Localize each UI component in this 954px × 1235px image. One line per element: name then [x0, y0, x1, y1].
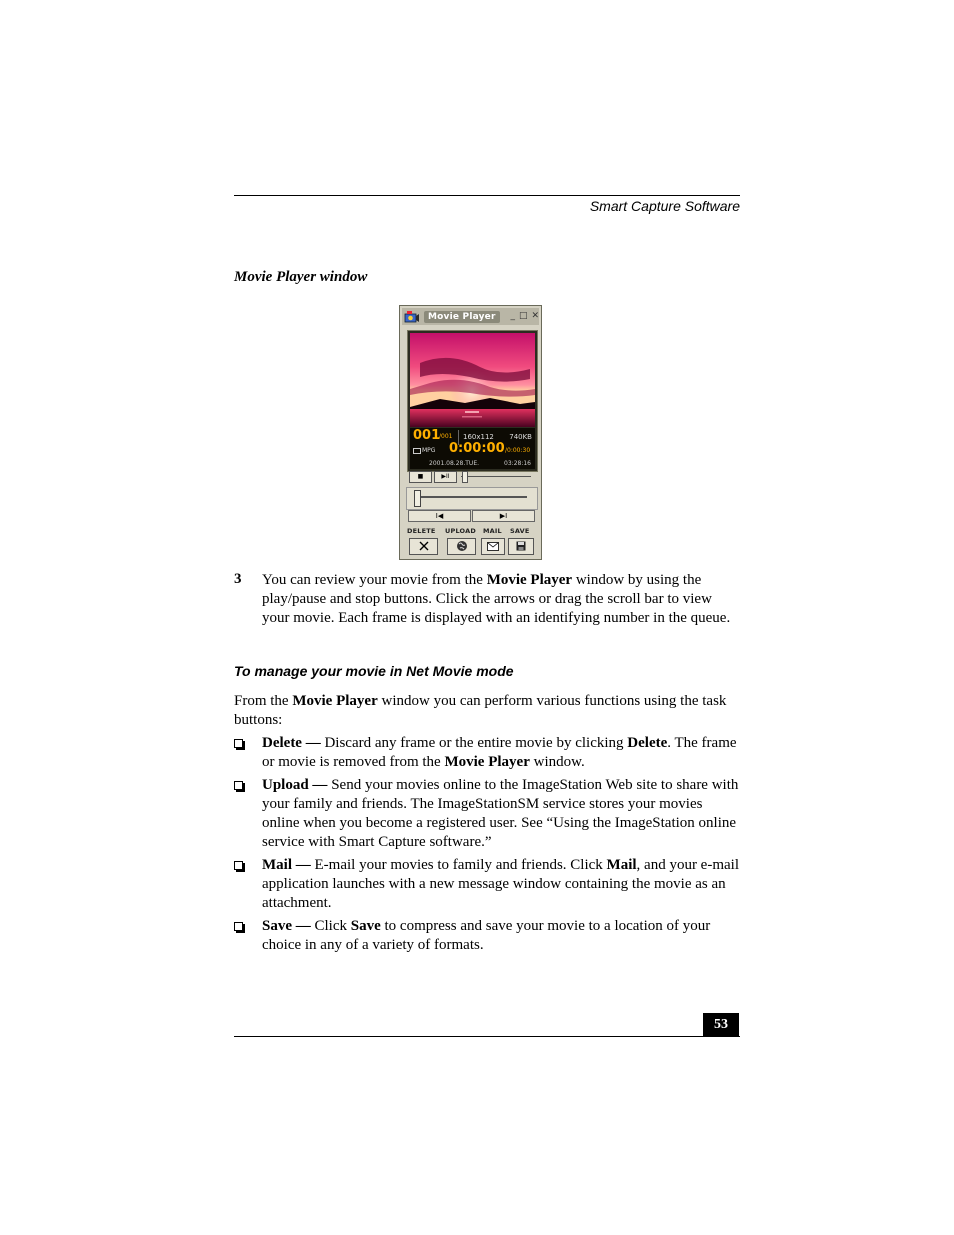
checkbox-bullet-icon	[234, 781, 243, 790]
camera-app-icon	[404, 310, 420, 324]
playback-controls	[409, 471, 534, 483]
frame-dimensions: 160x112	[463, 433, 494, 441]
title-bar[interactable]	[402, 308, 539, 325]
movie-player-window	[399, 305, 542, 560]
envelope-icon	[413, 448, 421, 454]
volume-track	[461, 476, 531, 477]
current-time: 0:00:00	[449, 441, 505, 456]
save-bold: Save	[350, 918, 381, 934]
checkbox-bullet-icon	[234, 739, 243, 748]
sunset-preview-image	[410, 333, 535, 427]
info-display	[410, 428, 535, 469]
section-heading: To manage your movie in Net Movie mode	[234, 663, 514, 679]
maximize-button[interactable]: □	[518, 311, 528, 321]
x-icon	[419, 541, 429, 551]
frame-number: 001	[413, 428, 441, 443]
save-text-2: to compress and save your movie to a location of your choice in any of a variety of formats.	[262, 918, 711, 953]
recording-clock: 03:28:16	[504, 460, 531, 467]
mail-text-2: , and your e-mail application launches with a new message window containing the movie as an attachment.	[262, 857, 739, 911]
step-3-bold: Movie Player	[486, 572, 573, 588]
page-number: 53	[703, 1013, 739, 1036]
frame-total: /001	[439, 433, 453, 440]
mail-label: MAIL	[483, 527, 502, 535]
scroll-thumb[interactable]	[414, 490, 421, 507]
recording-date: 2001.08.28.TUE.	[429, 460, 480, 467]
upload-button[interactable]	[447, 538, 476, 555]
save-term: Save —	[262, 918, 311, 934]
save-bullet	[262, 917, 740, 955]
checkbox-bullet-icon	[234, 922, 243, 931]
running-header: Smart Capture Software	[589, 198, 740, 214]
video-screen	[407, 330, 538, 472]
intro-text-cont: window you can perform various functions using the task buttons:	[234, 693, 727, 728]
frame-scroll-bar[interactable]	[406, 487, 538, 510]
intro-paragraph	[234, 692, 740, 730]
mail-term: Mail —	[262, 857, 311, 873]
upload-bullet	[262, 776, 740, 852]
total-duration: /0:00:30	[505, 447, 531, 454]
upload-label: UPLOAD	[445, 527, 476, 535]
delete-term: Delete —	[262, 735, 321, 751]
figure-caption: Movie Player window	[234, 269, 368, 285]
minimize-button[interactable]: _	[510, 311, 515, 321]
delete-label: DELETE	[407, 527, 436, 535]
mail-text: E-mail your movies to family and friends. Click	[310, 857, 607, 873]
delete-text-3: window.	[529, 754, 585, 770]
scroll-track	[417, 496, 527, 498]
checkbox-bullet-icon	[234, 861, 243, 870]
intro-bold: Movie Player	[292, 693, 378, 709]
envelope-icon	[487, 542, 499, 551]
mail-bullet	[262, 856, 740, 913]
upload-term: Upload —	[262, 777, 328, 793]
upload-text: Send your movies online to the ImageStation Web site to share with your family and friends. The ImageStationSM service stores your movies online when you become a registered user. See “Using the ImageStation online service with Smart Capture software.”	[262, 777, 739, 850]
close-button[interactable]: ✕	[531, 311, 539, 321]
next-frame-button[interactable]: ▶I	[472, 510, 535, 522]
delete-bold-2: Movie Player	[444, 754, 530, 770]
globe-icon	[456, 540, 468, 552]
delete-text: Discard any frame or the entire movie by clicking	[320, 735, 628, 751]
save-button[interactable]	[508, 538, 534, 555]
step-3-text-cont: window by using the play/pause and stop buttons. Click the arrows or drag the scroll bar to view your movie. Each frame is displayed with an identifying number in the queue.	[262, 572, 731, 626]
save-label: SAVE	[510, 527, 530, 535]
previous-frame-button[interactable]: I◀	[408, 510, 471, 522]
play-pause-button[interactable]: ▶II	[434, 471, 457, 483]
file-format: MPG	[422, 447, 436, 454]
step-3-text: You can review your movie from the	[262, 572, 487, 588]
delete-bullet	[262, 734, 740, 772]
delete-button[interactable]	[409, 538, 438, 555]
intro-text: From the	[234, 693, 293, 709]
stop-button[interactable]: ■	[409, 471, 432, 483]
volume-slider-handle[interactable]	[462, 471, 468, 483]
step-number: 3	[234, 571, 242, 587]
footer-rule	[234, 1036, 740, 1037]
header-rule	[234, 195, 740, 196]
step-3-paragraph	[262, 571, 740, 628]
file-size: 740KB	[509, 433, 532, 441]
mail-button[interactable]	[481, 538, 505, 555]
delete-text-2: . The frame or movie is removed from the	[262, 735, 737, 770]
floppy-disk-icon	[516, 541, 526, 551]
save-text: Click	[310, 918, 351, 934]
mail-bold: Mail	[606, 857, 637, 873]
delete-bold: Delete	[627, 735, 668, 751]
window-title: Movie Player	[424, 311, 500, 323]
